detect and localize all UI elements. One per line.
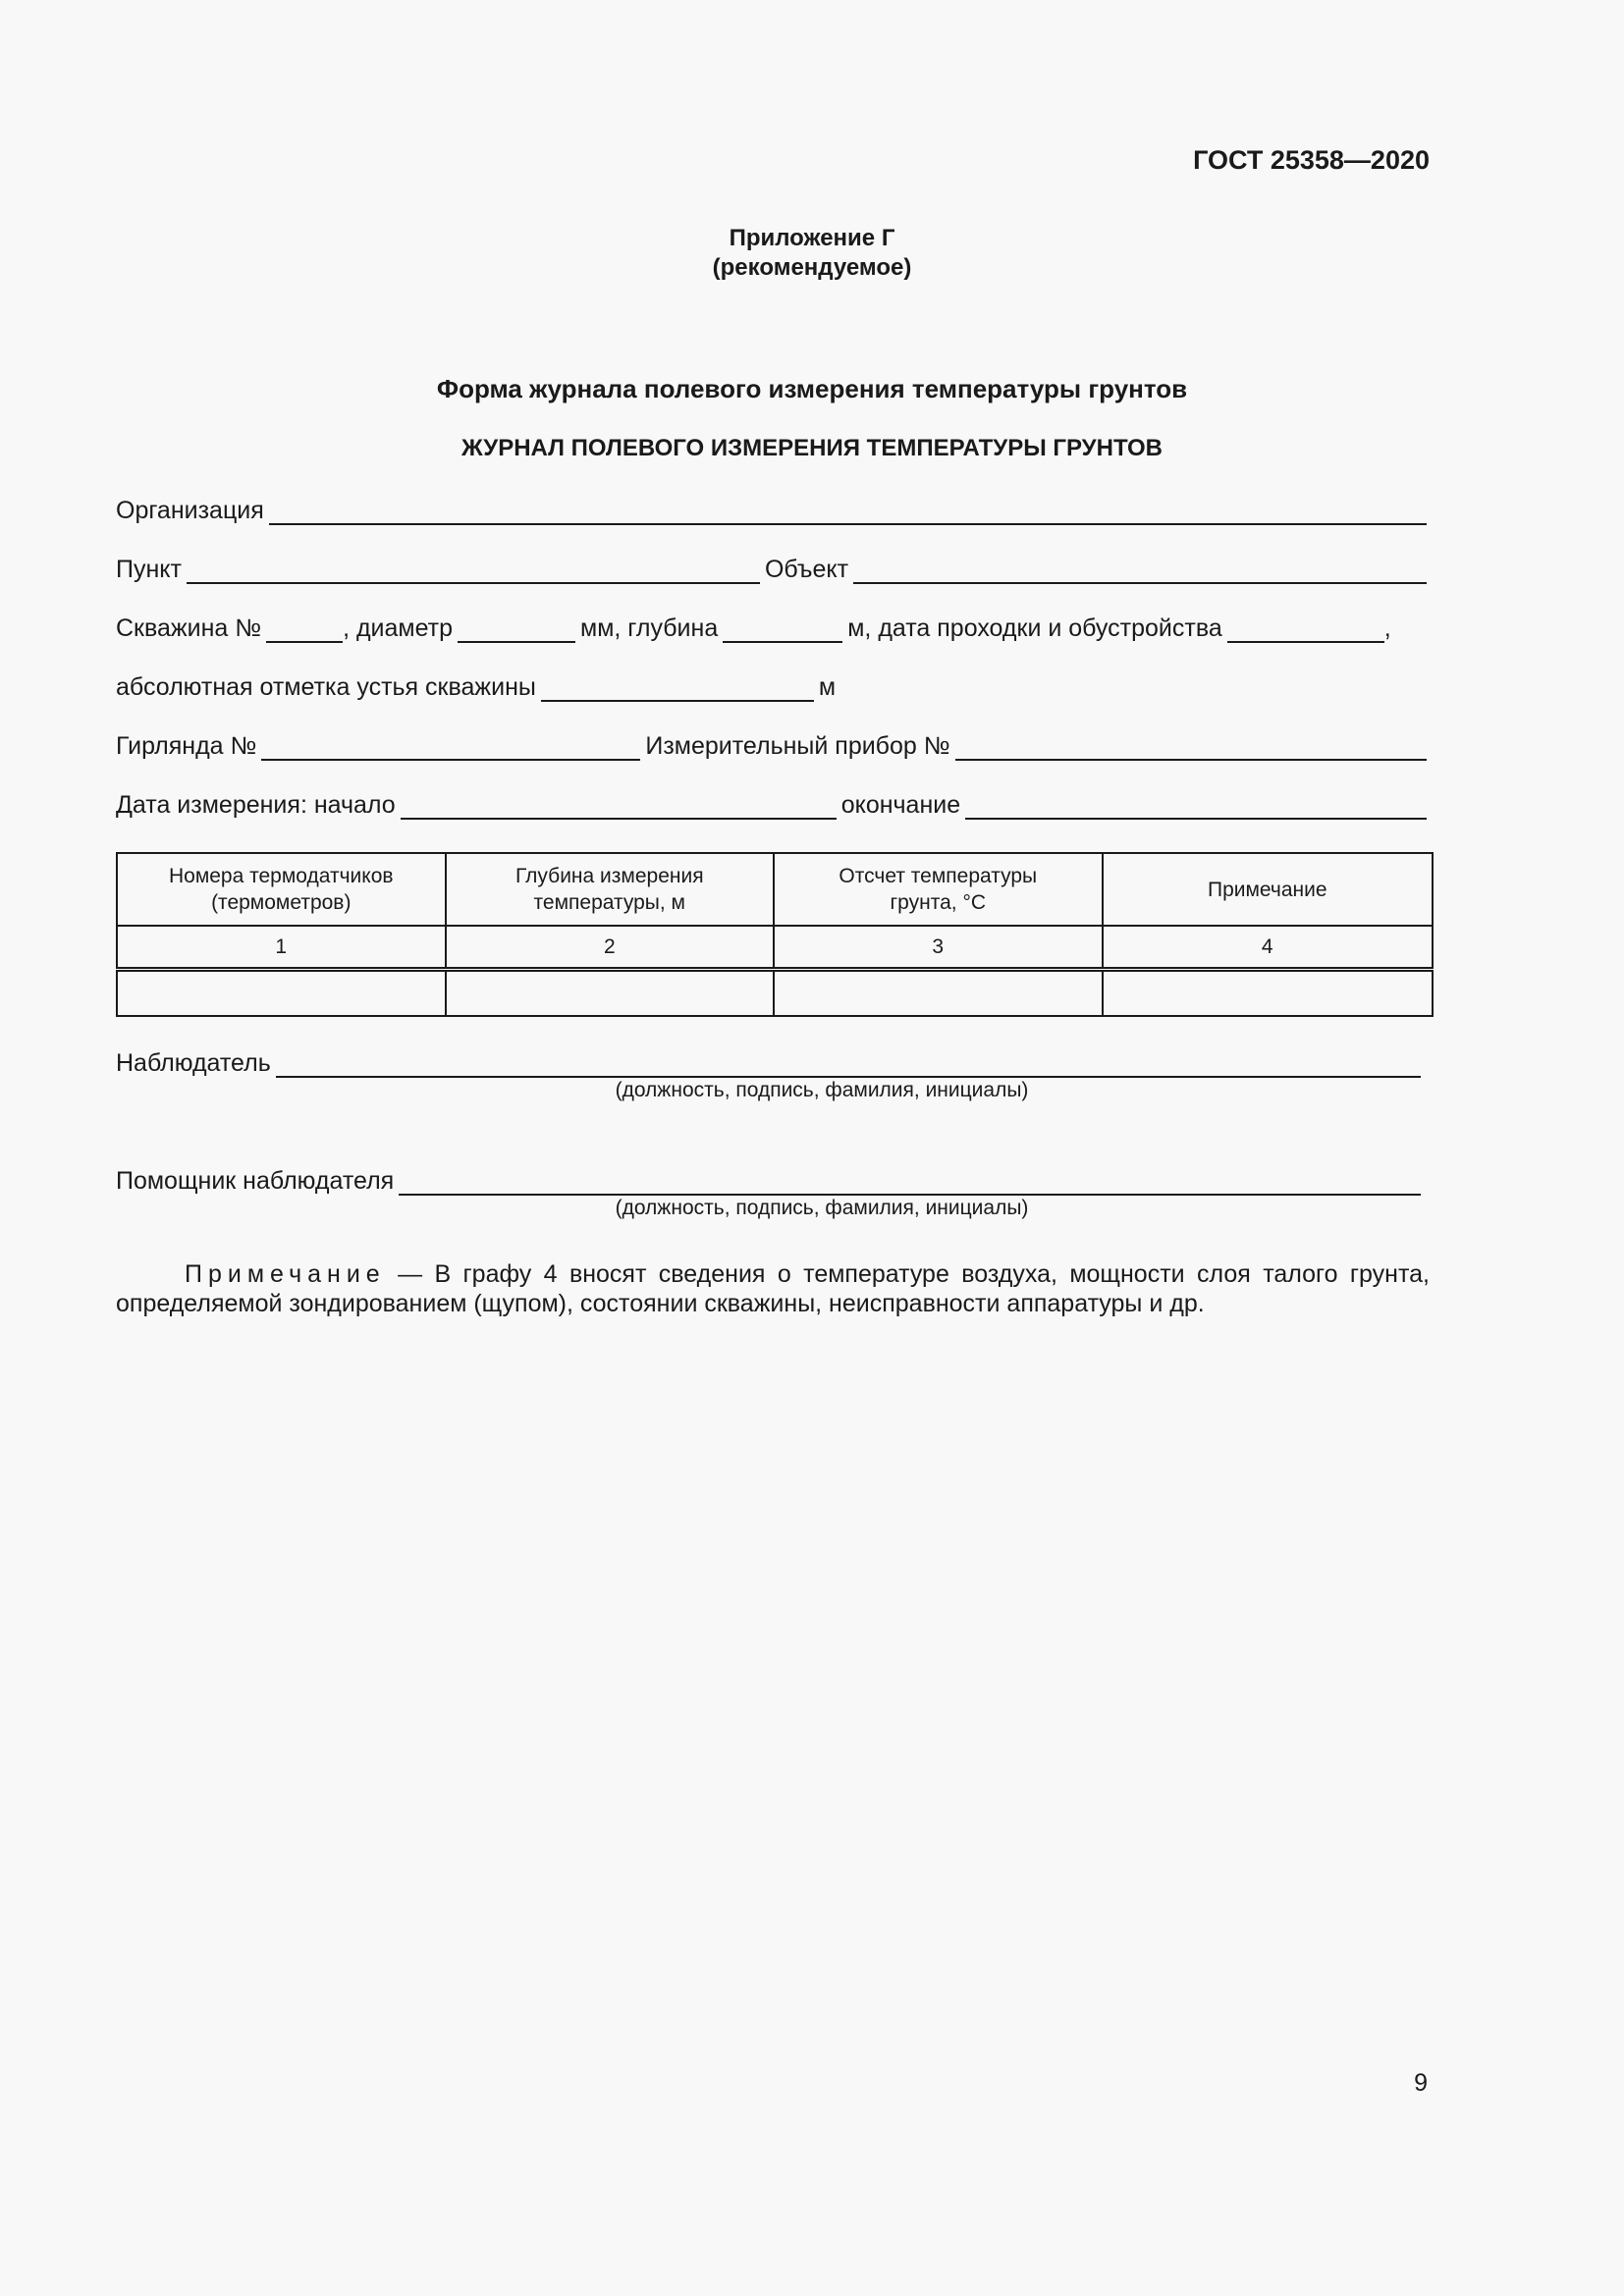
journal-table-wrapper — [116, 852, 1434, 1017]
date-end-label: окончание — [840, 791, 961, 819]
page-number: 9 — [1414, 2069, 1428, 2097]
observer-label: Наблюдатель — [116, 1049, 271, 1077]
organization-label: Организация — [116, 497, 264, 524]
assistant-caption: (должность, подпись, фамилия, инициалы) — [615, 1197, 1029, 1219]
table-cell[interactable] — [1103, 969, 1433, 1016]
header-note: Примечание — [1103, 853, 1433, 926]
note-text: — В графу 4 вносят сведения о температуре воздуха, мощности слоя талого грунта, определяемой зондированием (щупом), состоянии скважины, неисправности аппаратуры и др. — [116, 1260, 1430, 1317]
note-paragraph — [116, 1259, 1430, 1318]
point-label: Пункт — [116, 556, 182, 583]
column-number: 1 — [117, 926, 446, 969]
table-cell[interactable] — [446, 969, 775, 1016]
garland-row — [116, 727, 1432, 761]
well-no-field[interactable] — [266, 614, 343, 643]
date-construction-label: м, дата проходки и обустройства — [847, 614, 1222, 642]
date-end-field[interactable] — [965, 790, 1427, 820]
diameter-label: , диаметр — [343, 614, 454, 642]
assistant-row — [116, 1162, 1426, 1196]
header-measurement-depth: Глубина измерения температуры, м — [446, 853, 775, 926]
instrument-field[interactable] — [955, 731, 1427, 761]
elevation-unit: м — [818, 673, 837, 701]
well-no-label: Скважина № — [116, 614, 262, 642]
elevation-label: абсолютная отметка устья скважины — [116, 673, 536, 701]
table-header-row — [117, 853, 1433, 926]
table-row — [117, 969, 1433, 1016]
object-label: Объект — [764, 556, 849, 583]
table-column-numbers-row — [117, 926, 1433, 969]
organization-row — [116, 492, 1432, 525]
date-start-label: Дата измерения: начало — [116, 791, 396, 819]
depth-field[interactable] — [723, 614, 842, 643]
row-comma: , — [1383, 614, 1391, 642]
elevation-field[interactable] — [541, 672, 814, 702]
assistant-label: Помощник наблюдателя — [116, 1167, 395, 1195]
instrument-label: Измерительный прибор № — [645, 732, 950, 760]
journal-table — [116, 852, 1434, 1017]
observer-caption: (должность, подпись, фамилия, инициалы) — [615, 1079, 1029, 1101]
column-number: 2 — [446, 926, 775, 969]
standard-number: ГОСТ 25358—2020 — [1193, 145, 1430, 175]
note-label: Примечание — [185, 1260, 386, 1288]
column-number: 4 — [1103, 926, 1433, 969]
table-cell[interactable] — [117, 969, 446, 1016]
appendix-status: (рекомендуемое) — [712, 254, 912, 281]
observer-row — [116, 1044, 1426, 1078]
elevation-row — [116, 668, 1432, 702]
header-temperature-reading: Отсчет температуры грунта, °С — [774, 853, 1102, 926]
observer-field[interactable] — [276, 1048, 1421, 1078]
point-object-row — [116, 551, 1432, 584]
assistant-field[interactable] — [399, 1166, 1421, 1196]
garland-label: Гирлянда № — [116, 732, 257, 760]
appendix-title: Приложение Г — [729, 225, 895, 251]
column-number: 3 — [774, 926, 1102, 969]
table-cell[interactable] — [774, 969, 1102, 1016]
date-start-field[interactable] — [401, 790, 837, 820]
date-construction-field[interactable] — [1227, 614, 1384, 643]
well-row — [116, 610, 1432, 643]
point-field[interactable] — [187, 555, 760, 584]
measurement-date-row — [116, 786, 1432, 820]
garland-field[interactable] — [261, 731, 640, 761]
appendix-heading — [0, 224, 1624, 283]
header-sensor-numbers: Номера термодатчиков (термометров) — [117, 853, 446, 926]
form-title: Форма журнала полевого измерения температуры грунтов — [436, 374, 1188, 403]
depth-label: мм, глубина — [580, 614, 719, 642]
journal-title: ЖУРНАЛ ПОЛЕВОГО ИЗМЕРЕНИЯ ТЕМПЕРАТУРЫ ГРУНТОВ — [460, 435, 1164, 461]
object-field[interactable] — [853, 555, 1427, 584]
organization-field[interactable] — [269, 496, 1427, 525]
diameter-field[interactable] — [458, 614, 575, 643]
